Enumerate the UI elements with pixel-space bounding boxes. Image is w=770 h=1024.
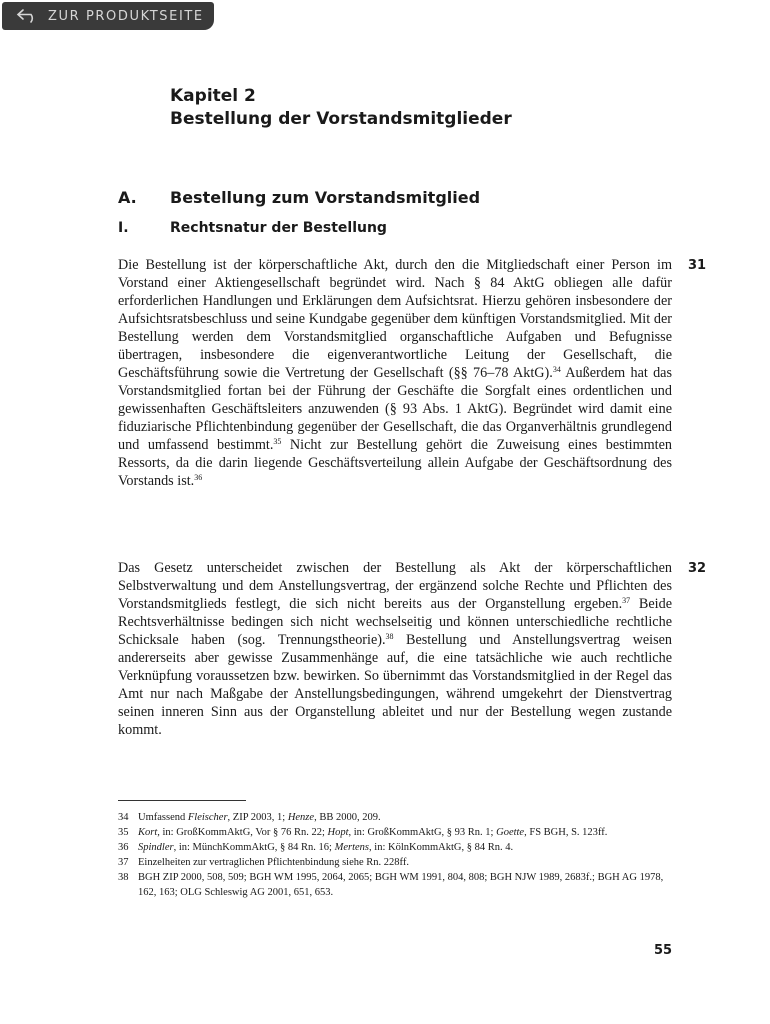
footnote-text: [138, 810, 678, 825]
footnote-text: BGH ZIP 2000, 508, 509; BGH WM 1995, 2064, 2065; BGH WM 1991, 804, 808; BGH NJW 1989, 2683f.; BGH AG 1978, 162, 163; OLG Schleswig AG 2001, 651, 653.: [138, 872, 664, 898]
paragraph-text: Das Gesetz unterscheidet zwischen der Bestellung als Akt der körperschaftlichen Selbstverwaltung und dem Anstellungsvertrag, der ergänzend solche Rechte und Pflichten des Vorstandsmitglieds festlegt, die sich nicht bereits aus der Organstellung ergeben.: [118, 560, 672, 612]
footnote-number: 34: [118, 812, 129, 823]
footnote-number: 35: [118, 827, 129, 838]
section-i-title: Rechtsnatur der Bestellung: [170, 220, 387, 236]
footnote-ref-34[interactable]: 34: [552, 365, 561, 374]
page-number: 55: [654, 943, 673, 958]
paragraph-text: Außerdem hat das Vorstandsmitglied fortan bei der Führung der Geschäfte die Sorgfalt eines ordentlichen und gewissenhaften Geschäftsleiters anzuwenden (§ 93 Abs. 1 AktG). Begründet wird damit eine fiduziarische Pflichtenbindung gegenüber der Gesellschaft, die das Organverhältnis grundlegend und umfassend bestimmt.: [118, 365, 673, 453]
paragraph-text: Beide Rechtsverhältnisse bedingen sich nicht wechselseitig und können unterschiedliche rechtliche Schicksale haben (sog. Trennungstheorie).: [118, 596, 673, 648]
author-name: Spindler: [138, 842, 174, 853]
paragraph-31: [118, 256, 672, 490]
paragraph-text: Bestellung und Anstellungsvertrag weisen andererseits aber gewisse Zusammenhänge auf, die eine tatsächliche wie auch rechtliche Verknüpfung voraussetzen bzw. bewirken. So übernimmt das Vorstandsmitglied in der Regel das Amt nur nach Maßgabe der Anstellungsbedingungen, während umgekehrt der Dienstvertrag seinen inneren Sinn aus der Organstellung ableitet und nur der Bestellung wegen zustande kommt.: [118, 632, 672, 738]
author-name: Fleischer: [187, 812, 228, 823]
paragraph-32: [118, 559, 672, 739]
margin-number-31: 31: [688, 258, 707, 273]
footnote-ref-38[interactable]: 38: [385, 632, 394, 641]
section-a-title: Bestellung zum Vorstandsmitglied: [170, 188, 481, 207]
back-button-label: ZUR PRODUKTSEITE: [48, 8, 204, 24]
author-name: Henze: [287, 812, 315, 823]
footnote-text: [138, 825, 678, 840]
footnote-text-part: , in: GroßKommAktG, § 93 Rn. 1;: [348, 827, 497, 838]
section-a-number: A.: [118, 188, 137, 207]
footnote-text: Einzelheiten zur vertraglichen Pflichtenbindung siehe Rn. 228ff.: [138, 857, 409, 868]
section-i-number: I.: [118, 220, 129, 236]
footnote-ref-35[interactable]: 35: [273, 437, 282, 446]
footnote-text-part: , BB 2000, 209.: [314, 812, 381, 823]
footnote-37: [118, 855, 678, 870]
footnote-number: 36: [118, 842, 129, 853]
footnote-text-part: Umfassend: [138, 812, 188, 823]
footnote-ref-36[interactable]: 36: [194, 473, 203, 482]
footnote-number: 37: [118, 857, 129, 868]
back-arrow-icon: [16, 9, 40, 23]
footnote-text-part: , in: KölnKommAktG, § 84 Rn. 4.: [369, 842, 514, 853]
author-name: Hopt: [327, 827, 349, 838]
footnote-ref-37[interactable]: 37: [622, 596, 631, 605]
chapter-title: Bestellung der Vorstandsmitglieder: [170, 109, 512, 129]
paragraph-text: Nicht zur Bestellung gehört die Zuweisung eines bestimmten Ressorts, da die darin liegende Geschäftsverteilung allein Aufgabe der Geschäftsordnung des Vorstands ist.: [118, 437, 672, 489]
footnote-35: [118, 825, 678, 840]
footnotes: [118, 810, 678, 900]
back-to-product-button[interactable]: [2, 2, 214, 30]
footnote-36: [118, 840, 678, 855]
author-name: Mertens: [334, 842, 370, 853]
footnote-text: [138, 840, 678, 855]
author-name: Kort: [138, 827, 158, 838]
footnote-text-part: , in: GroßKommAktG, Vor § 76 Rn. 22;: [157, 827, 328, 838]
footnote-38: [118, 870, 678, 900]
paragraph-text: Die Bestellung ist der körperschaftliche Akt, durch den die Mitgliedschaft einer Person im Vorstand einer Aktiengesellschaft begründet wird. Nach § 84 AktG obliegen alle dafür erforderlichen Handlungen und Erklärungen dem Aufsichtsrat. Hierzu gehören insbesondere der Aufsichtsratsbeschluss und seine Kundgabe gegenüber dem künftigen Vorstandsmitglied. Mit der Bestellung werden dem Vorstandsmitglied organschaftliche Aufgaben und Befugnisse übertragen, insbesondere die eigenverantwortliche Leitung der Gesellschaft, die Geschäftsführung sowie die Vertretung der Gesellschaft (§§ 76–78 AktG).: [118, 257, 672, 381]
footnote-text-part: , FS BGH, S. 123ff.: [524, 827, 608, 838]
footnote-number: 38: [118, 872, 129, 883]
margin-number-32: 32: [688, 561, 707, 576]
chapter-number: Kapitel 2: [170, 86, 256, 106]
footnote-divider: [118, 800, 246, 801]
footnote-34: [118, 810, 678, 825]
footnote-text-part: , in: MünchKommAktG, § 84 Rn. 16;: [173, 842, 335, 853]
footnote-text-part: , ZIP 2003, 1;: [227, 812, 288, 823]
author-name: Goette: [496, 827, 525, 838]
